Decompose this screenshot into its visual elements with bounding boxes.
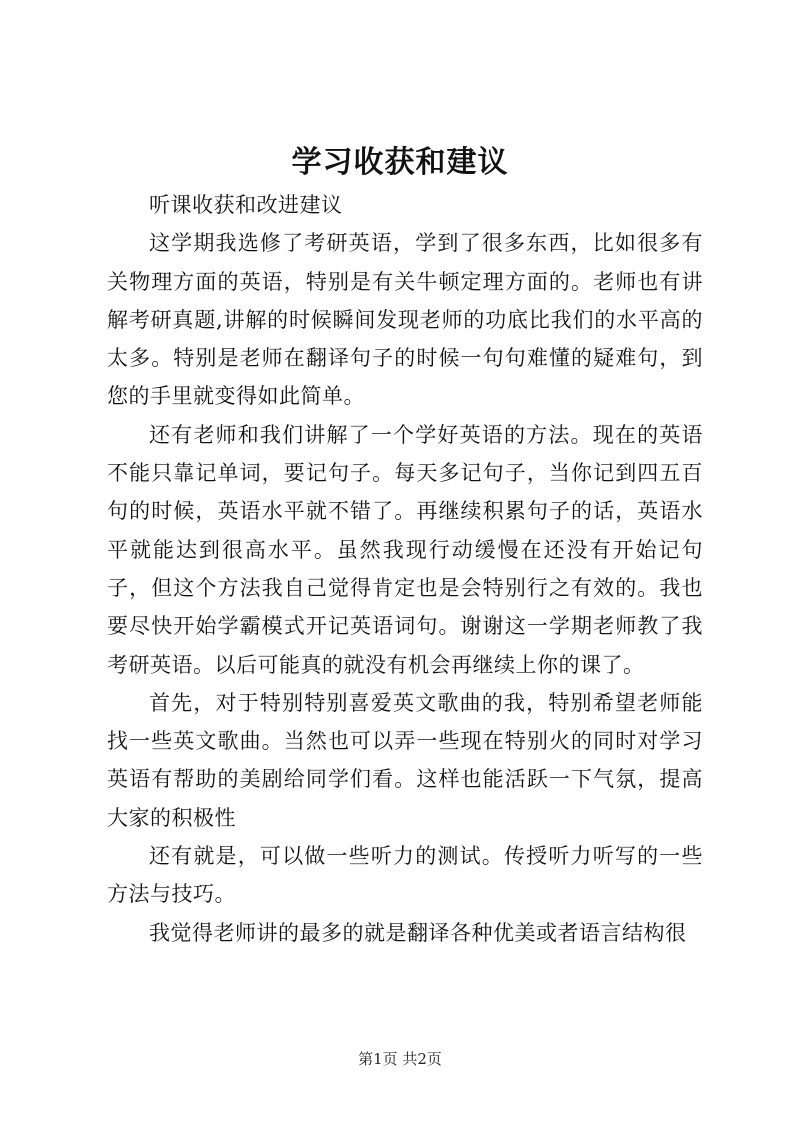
body-paragraph: 还有就是，可以做一些听力的测试。传授听力听写的一些方法与技巧。 bbox=[107, 844, 703, 907]
body-paragraph: 还有老师和我们讲解了一个学好英语的方法。现在的英语不能只靠记单词，要记句子。每天多记句子，当你记到四五百句的时候，英语水平就不错了。再继续积累句子的话，英语水平就能达到很高水平。虽然我现行动缓慢在还没有开始记句子，但这个方法我自己觉得肯定也是会特别行之有效的。我也要尽快开始学霸模式开记英语词句。谢谢这一学期老师教了我考研英语。以后可能真的就没有机会再继续上你的课了。 bbox=[107, 422, 703, 677]
body-paragraph: 这学期我选修了考研英语，学到了很多东西，比如很多有关物理方面的英语，特别是有关牛顿定理方面的。老师也有讲解考研真题,讲解的时候瞬间发现老师的功底比我们的水平高的太多。特别是老师在翻译句子的时候一句句难懂的疑难句，到您的手里就变得如此简单。 bbox=[107, 231, 703, 409]
document-title: 学习收获和建议 bbox=[291, 145, 509, 180]
document-body bbox=[107, 186, 703, 952]
body-paragraph: 首先，对于特别特别喜爱英文歌曲的我，特别希望老师能找一些英文歌曲。当然也可以弄一些现在特别火的同时对学习英语有帮助的美剧给同学们看。这样也能活跃一下气氛，提高大家的积极性 bbox=[107, 690, 703, 830]
page-number-footer: 第1页 共2页 bbox=[358, 1050, 442, 1068]
subtitle-paragraph: 听课收获和改进建议 bbox=[149, 193, 343, 217]
body-paragraph: 我觉得老师讲的最多的就是翻译各种优美或者语言结构很 bbox=[149, 920, 687, 945]
